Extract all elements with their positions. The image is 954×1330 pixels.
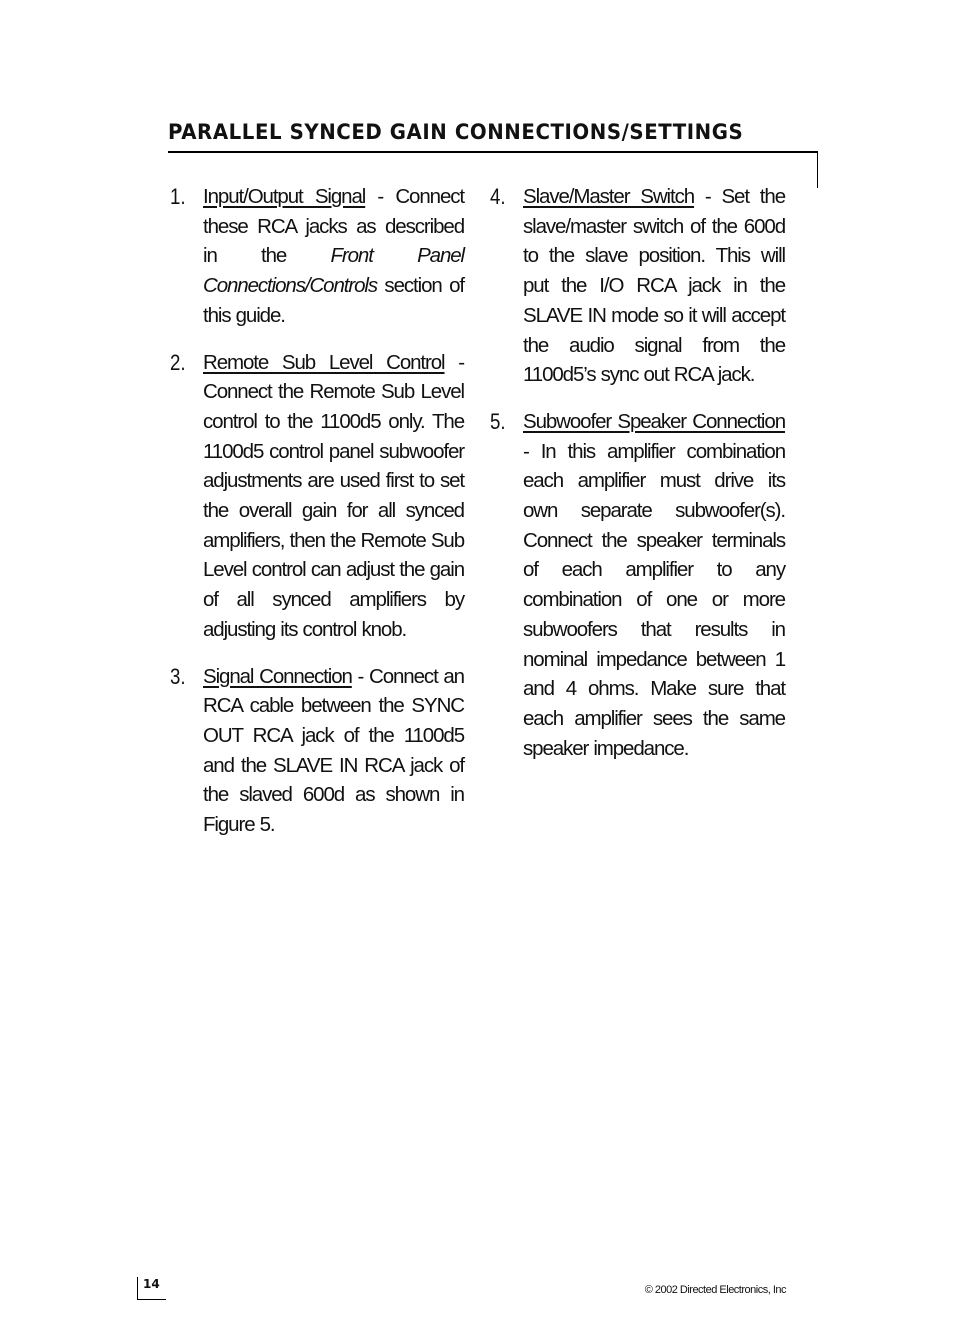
item-body: [523, 407, 785, 763]
item-text: - In this amplifier combination each amplifier must drive its own separate subwoofer(s). Connect the speaker terminals of each amplifier to any combination of one or more subwoofers that results in nominal impedance between 1 and 4 ohms. Make sure that each amplifier sees the same speaker impedance.: [523, 439, 785, 760]
page-number: [137, 1277, 160, 1291]
item-heading: Signal Connection: [203, 664, 352, 688]
item-body: [203, 348, 464, 645]
item-heading: Slave/Master Switch: [523, 185, 695, 208]
item-text: - Connect these RCA jacks as described in the: [203, 185, 464, 268]
list-item-4: [490, 182, 785, 390]
item-number: 3.: [170, 663, 186, 689]
item-number: 2.: [170, 349, 186, 375]
item-heading: Remote Sub Level Control: [203, 350, 445, 374]
item-heading: Input/Output Signal: [203, 185, 366, 208]
copyright-footer: © 2002 Directed Electronics, Inc: [644, 1284, 786, 1296]
list-item-2: [170, 348, 464, 645]
item-italic-reference: Front Panel Connections/Controls: [203, 244, 464, 298]
item-text: - Connect the Remote Sub Level control to the 1100d5 only. The 1100d5 control panel subwoofer adjustments are used first to set the overall gain for all synced amplifiers, then the Remote Sub Level control can adjust the gain of all synced amplifiers by adjusting its control knob.: [203, 350, 464, 641]
page-number-rule: [137, 1299, 166, 1300]
item-number: 5.: [490, 408, 506, 434]
title-corner-tick: [817, 152, 818, 188]
item-text: - Connect an RCA cable between the SYNC OUT RCA jack of the 1100d5 and the SLAVE IN RCA jack of the slaved 600d as shown in Figure 5.: [203, 664, 464, 837]
page-title: PARALLEL SYNCED GAIN CONNECTIONS/SETTINGS: [168, 120, 744, 144]
item-body: [203, 182, 464, 331]
list-item-1: [170, 182, 464, 331]
item-body: [523, 182, 785, 390]
page-number-text: 14: [143, 1277, 160, 1291]
title-underline: [168, 151, 818, 153]
item-text: section of this guide.: [203, 274, 464, 327]
item-number: 4.: [490, 184, 506, 209]
item-number: 1.: [170, 184, 186, 209]
right-column: [490, 182, 785, 780]
list-item-3: [170, 662, 464, 840]
item-body: [203, 662, 464, 840]
left-column: [170, 182, 464, 857]
item-text: - Set the slave/master switch of the 600d to the slave position. This will put the I/O RCA jack in the SLAVE IN mode so it will accept the audio signal from the 1100d5’s sync out RCA jack.: [523, 185, 785, 387]
list-item-5: [490, 407, 785, 763]
item-heading: Subwoofer Speaker Connection: [523, 409, 785, 433]
